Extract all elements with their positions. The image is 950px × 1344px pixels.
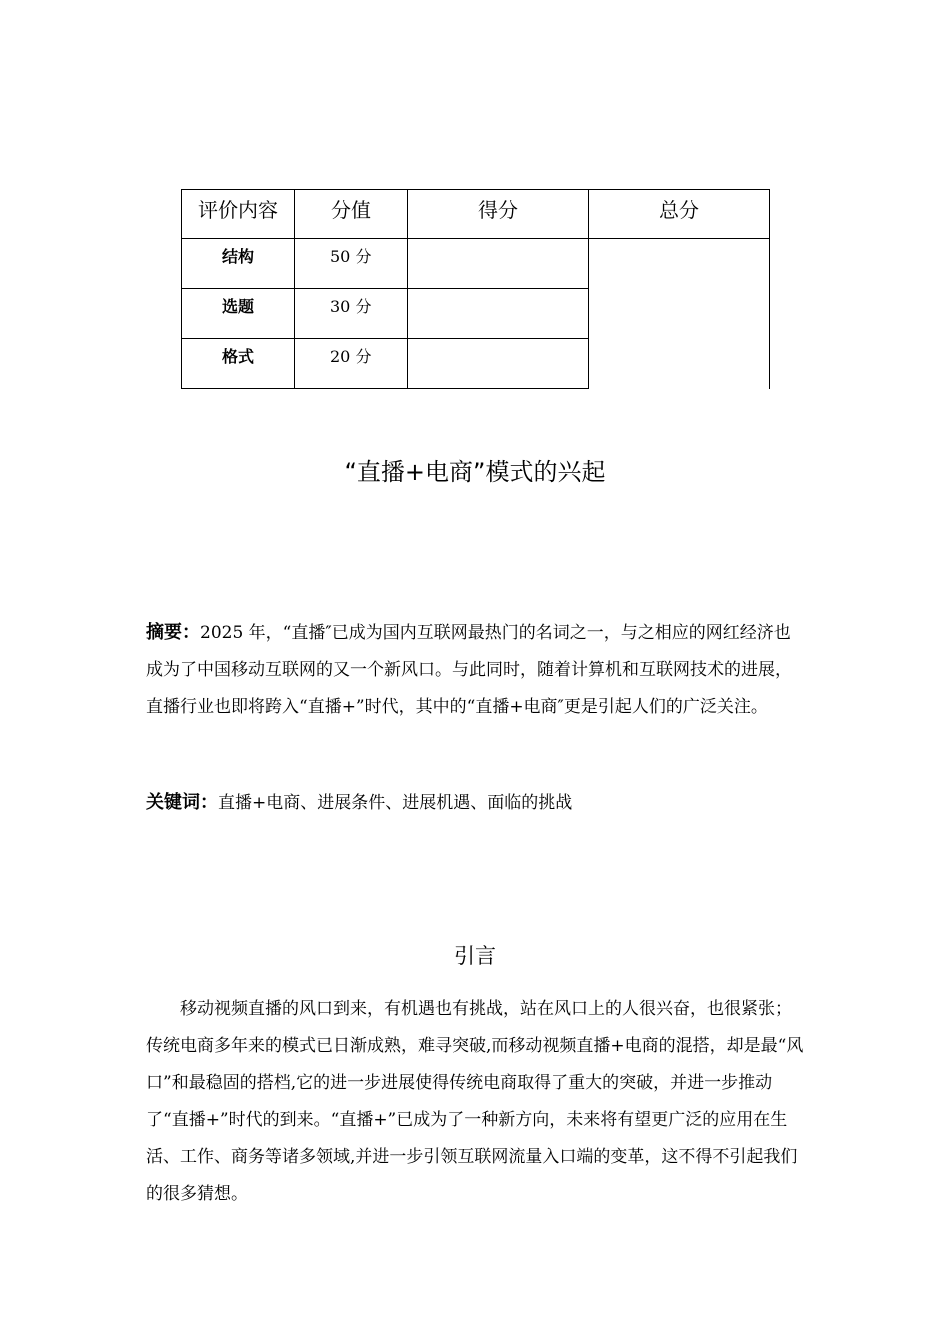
intro-paragraph: 移动视频直播的风口到来，有机遇也有挑战，站在风口上的人很兴奋，也很紧张；传统电商多年来的模式已日渐成熟，难寻突破,而移动视频直播+电商的混搭，却是最“风口”和最稳固的搭档,它的进一步进展使得传统电商取得了重大的突破，并进一步推动了“直播+”时代的到来。“直播+”已成为了一种新方向，未来将有望更广泛的应用在生活、工作、商务等诸多领域,并进一步引领互联网流量入口端的变革，这不得不引起我们的很多猜想。 xyxy=(146,999,804,1204)
abstract-label: 摘要： xyxy=(146,622,200,643)
keywords-text: 直播+电商、进展条件、进展机遇、面临的挑战 xyxy=(218,793,573,813)
row-value: 50 分 xyxy=(295,239,408,289)
paper-title: “直播+电商”模式的兴起 xyxy=(344,458,606,486)
row-score-cell xyxy=(408,339,589,389)
header-cell-value: 分值 xyxy=(295,190,408,239)
total-score-cell xyxy=(589,239,770,389)
row-value: 20 分 xyxy=(295,339,408,389)
keywords-label: 关键词： xyxy=(146,792,218,813)
row-item: 结构 xyxy=(182,239,295,289)
abstract-text: 2025 年，“直播″已成为国内互联网最热门的名词之一，与之相应的网红经济也成为了中国移动互联网的又一个新风口。与此同时，随着计算机和互联网技术的进展，直播行业也即将跨入“直播+”时代，其中的“直播+电商″更是引起人们的广泛关注。 xyxy=(146,623,792,717)
header-cell-content: 评价内容 xyxy=(182,190,295,239)
table-header-row xyxy=(182,190,770,239)
header-cell-total: 总分 xyxy=(589,190,770,239)
abstract xyxy=(146,614,806,726)
score-table xyxy=(181,189,770,389)
row-value: 30 分 xyxy=(295,289,408,339)
table-row xyxy=(182,239,770,289)
row-score-cell xyxy=(408,239,589,289)
row-item: 选题 xyxy=(182,289,295,339)
row-score-cell xyxy=(408,289,589,339)
intro-heading: 引言 xyxy=(454,944,496,968)
header-cell-score: 得分 xyxy=(408,190,589,239)
row-item: 格式 xyxy=(182,339,295,389)
keywords xyxy=(146,786,806,820)
